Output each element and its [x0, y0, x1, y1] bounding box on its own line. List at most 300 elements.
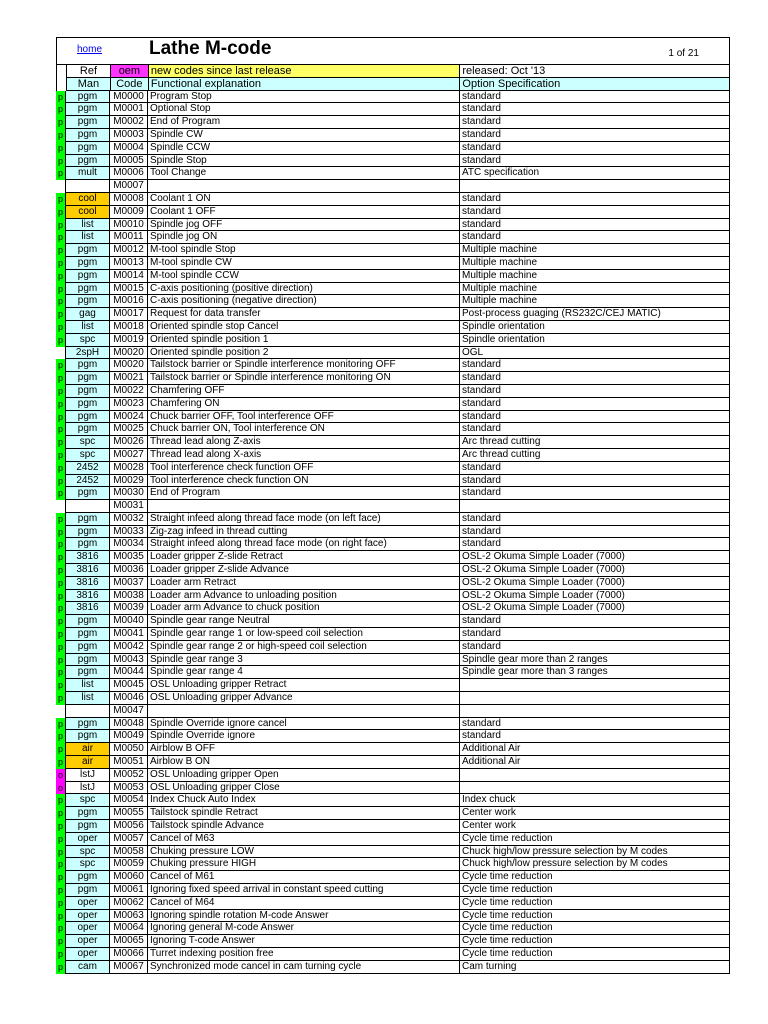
row-description: Tailstock barrier or Spindle interference monitoring OFF	[148, 359, 460, 372]
row-code: M0042	[110, 641, 148, 654]
row-man-ref: 3816	[66, 577, 110, 590]
row-flag: p	[56, 91, 66, 104]
table-row	[56, 666, 730, 679]
row-option: Additional Air	[460, 743, 730, 756]
row-man-ref: list	[66, 219, 110, 232]
row-man-ref: pgm	[66, 628, 110, 641]
table-row	[56, 193, 730, 206]
table-row	[56, 206, 730, 219]
row-man-ref	[66, 500, 110, 513]
row-man-ref: pgm	[66, 385, 110, 398]
released-date: released: Oct '13	[460, 65, 730, 78]
row-man-ref: pgm	[66, 91, 110, 104]
row-flag: o	[56, 769, 66, 782]
row-man-ref: oper	[66, 935, 110, 948]
row-description: Tailstock spindle Retract	[148, 807, 460, 820]
row-code: M0048	[110, 718, 148, 731]
row-option: standard	[460, 615, 730, 628]
row-code: M0051	[110, 756, 148, 769]
row-code: M0028	[110, 462, 148, 475]
row-code: M0063	[110, 910, 148, 923]
row-code: M0019	[110, 334, 148, 347]
row-flag: p	[56, 871, 66, 884]
row-description: Spindle gear range 1 or low-speed coil selection	[148, 628, 460, 641]
table-row	[56, 436, 730, 449]
row-description: Program Stop	[148, 91, 460, 104]
row-man-ref: pgm	[66, 372, 110, 385]
row-man-ref: list	[66, 231, 110, 244]
row-description: Spindle gear range 3	[148, 654, 460, 667]
row-option: standard	[460, 372, 730, 385]
table-row	[56, 231, 730, 244]
row-code: M0049	[110, 730, 148, 743]
table-row	[56, 180, 730, 193]
row-option: standard	[460, 219, 730, 232]
row-code: M0014	[110, 270, 148, 283]
table-row	[56, 641, 730, 654]
table-row	[56, 551, 730, 564]
row-code: M0039	[110, 602, 148, 615]
row-man-ref: 3816	[66, 602, 110, 615]
row-man-ref: pgm	[66, 884, 110, 897]
row-flag: p	[56, 654, 66, 667]
row-flag: p	[56, 961, 66, 974]
row-option: Multiple machine	[460, 244, 730, 257]
row-flag: o	[56, 782, 66, 795]
table-row	[56, 308, 730, 321]
row-man-ref: list	[66, 321, 110, 334]
row-option: Additional Air	[460, 756, 730, 769]
row-man-ref: pgm	[66, 513, 110, 526]
table-row	[56, 718, 730, 731]
row-man-ref: 2452	[66, 475, 110, 488]
row-code: M0005	[110, 155, 148, 168]
row-description: Tool interference check function OFF	[148, 462, 460, 475]
row-man-ref: lstJ	[66, 782, 110, 795]
row-man-ref: pgm	[66, 116, 110, 129]
row-description: Airblow B ON	[148, 756, 460, 769]
home-link[interactable]: home	[77, 44, 103, 55]
row-option: Multiple machine	[460, 283, 730, 296]
row-option: OSL-2 Okuma Simple Loader (7000)	[460, 590, 730, 603]
row-code: M0020	[110, 347, 148, 360]
row-description: Loader gripper Z-slide Advance	[148, 564, 460, 577]
row-description: Ignoring T-code Answer	[148, 935, 460, 948]
row-flag: p	[56, 372, 66, 385]
row-man-ref: spc	[66, 436, 110, 449]
row-flag: p	[56, 334, 66, 347]
row-code: M0057	[110, 833, 148, 846]
row-code: M0033	[110, 526, 148, 539]
row-option: standard	[460, 538, 730, 551]
row-flag: p	[56, 794, 66, 807]
row-option: standard	[460, 423, 730, 436]
row-description: Spindle jog OFF	[148, 219, 460, 232]
table-row	[56, 142, 730, 155]
row-description: C-axis positioning (positive direction)	[148, 283, 460, 296]
row-option: Cycle time reduction	[460, 910, 730, 923]
row-code: M0056	[110, 820, 148, 833]
row-option	[460, 679, 730, 692]
row-description: Loader arm Advance to unloading position	[148, 590, 460, 603]
row-code: M0026	[110, 436, 148, 449]
table-row	[56, 449, 730, 462]
table-row	[56, 577, 730, 590]
row-description: Loader gripper Z-slide Retract	[148, 551, 460, 564]
row-flag: p	[56, 321, 66, 334]
row-code: M0054	[110, 794, 148, 807]
row-option: standard	[460, 526, 730, 539]
row-option: standard	[460, 359, 730, 372]
row-option: Spindle orientation	[460, 334, 730, 347]
row-option: Multiple machine	[460, 295, 730, 308]
row-option: standard	[460, 462, 730, 475]
row-flag: p	[56, 283, 66, 296]
page-number: 1 of 21	[668, 48, 699, 59]
mcode-rows	[56, 91, 730, 974]
col-header-explanation: Functional explanation	[149, 78, 461, 91]
row-option	[460, 782, 730, 795]
row-man-ref: pgm	[66, 641, 110, 654]
table-row	[56, 270, 730, 283]
row-description: Spindle gear range 2 or high-speed coil selection	[148, 641, 460, 654]
table-row	[56, 219, 730, 232]
row-code: M0032	[110, 513, 148, 526]
row-man-ref: pgm	[66, 423, 110, 436]
row-description: Zig-zag infeed in thread cutting	[148, 526, 460, 539]
table-row	[56, 590, 730, 603]
row-description: Ignoring general M-code Answer	[148, 922, 460, 935]
row-option: OSL-2 Okuma Simple Loader (7000)	[460, 602, 730, 615]
row-description: Coolant 1 OFF	[148, 206, 460, 219]
row-option: standard	[460, 116, 730, 129]
row-description: Cancel of M64	[148, 897, 460, 910]
row-description: Ignoring fixed speed arrival in constant speed cutting	[148, 884, 460, 897]
table-row	[56, 884, 730, 897]
row-option: Post-process guaging (RS232C/CEJ MATIC)	[460, 308, 730, 321]
row-flag	[56, 347, 66, 360]
row-description: Ignoring spindle rotation M-code Answer	[148, 910, 460, 923]
row-code: M0060	[110, 871, 148, 884]
row-option: standard	[460, 155, 730, 168]
row-option: Multiple machine	[460, 257, 730, 270]
row-description: Straight infeed along thread face mode (on right face)	[148, 538, 460, 551]
row-description	[148, 180, 460, 193]
row-code: M0061	[110, 884, 148, 897]
row-option: standard	[460, 193, 730, 206]
table-row	[56, 730, 730, 743]
row-code: M0017	[110, 308, 148, 321]
row-flag: p	[56, 513, 66, 526]
row-flag: p	[56, 756, 66, 769]
row-code: M0035	[110, 551, 148, 564]
row-man-ref: oper	[66, 833, 110, 846]
row-flag: p	[56, 666, 66, 679]
row-code: M0062	[110, 897, 148, 910]
row-code: M0007	[110, 180, 148, 193]
row-option: Arc thread cutting	[460, 449, 730, 462]
row-man-ref: spc	[66, 846, 110, 859]
row-flag: p	[56, 526, 66, 539]
row-man-ref: list	[66, 692, 110, 705]
row-flag: p	[56, 564, 66, 577]
row-code: M0052	[110, 769, 148, 782]
row-description: Cancel of M61	[148, 871, 460, 884]
row-description: OSL Unloading gripper Close	[148, 782, 460, 795]
row-code: M0016	[110, 295, 148, 308]
row-description: Spindle jog ON	[148, 231, 460, 244]
row-description: Index Chuck Auto Index	[148, 794, 460, 807]
table-row	[56, 833, 730, 846]
row-description: Oriented spindle position 1	[148, 334, 460, 347]
row-man-ref: pgm	[66, 155, 110, 168]
table-row	[56, 116, 730, 129]
row-flag: p	[56, 155, 66, 168]
row-flag: p	[56, 103, 66, 116]
row-option: Cycle time reduction	[460, 935, 730, 948]
row-description: Chuck barrier ON, Tool interference ON	[148, 423, 460, 436]
row-man-ref: pgm	[66, 142, 110, 155]
row-flag: p	[56, 922, 66, 935]
row-option: standard	[460, 730, 730, 743]
row-man-ref: pgm	[66, 487, 110, 500]
row-man-ref	[66, 705, 110, 718]
table-row	[56, 615, 730, 628]
table-row	[56, 385, 730, 398]
row-man-ref: pgm	[66, 129, 110, 142]
row-man-ref: pgm	[66, 666, 110, 679]
row-option: Arc thread cutting	[460, 436, 730, 449]
row-option: standard	[460, 206, 730, 219]
row-description: OSL Unloading gripper Advance	[148, 692, 460, 705]
row-option: OSL-2 Okuma Simple Loader (7000)	[460, 577, 730, 590]
row-code: M0001	[110, 103, 148, 116]
row-option: standard	[460, 513, 730, 526]
row-flag: p	[56, 820, 66, 833]
row-flag: p	[56, 257, 66, 270]
row-code: M0064	[110, 922, 148, 935]
row-description: Tool Change	[148, 167, 460, 180]
row-option: Cycle time reduction	[460, 871, 730, 884]
sheet-header	[56, 37, 730, 64]
row-flag: p	[56, 423, 66, 436]
row-option: Cycle time reduction	[460, 884, 730, 897]
row-description: Optional Stop	[148, 103, 460, 116]
row-description: Spindle Stop	[148, 155, 460, 168]
row-code: M0038	[110, 590, 148, 603]
row-flag: p	[56, 884, 66, 897]
table-row	[56, 372, 730, 385]
row-code: M0004	[110, 142, 148, 155]
row-flag: p	[56, 359, 66, 372]
row-flag: p	[56, 833, 66, 846]
table-row	[56, 922, 730, 935]
table-row	[56, 961, 730, 974]
table-row	[56, 423, 730, 436]
row-code: M0010	[110, 219, 148, 232]
row-flag: p	[56, 897, 66, 910]
row-description: Oriented spindle stop Cancel	[148, 321, 460, 334]
row-flag: p	[56, 398, 66, 411]
table-row	[56, 692, 730, 705]
row-flag: p	[56, 910, 66, 923]
row-flag: p	[56, 743, 66, 756]
table-row	[56, 347, 730, 360]
row-description: Tailstock spindle Advance	[148, 820, 460, 833]
row-man-ref: air	[66, 756, 110, 769]
row-description: M-tool spindle Stop	[148, 244, 460, 257]
row-option: Cycle time reduction	[460, 948, 730, 961]
row-option: Spindle orientation	[460, 321, 730, 334]
table-row	[56, 359, 730, 372]
col-header-option: Option Specification	[460, 78, 730, 91]
row-flag: p	[56, 948, 66, 961]
row-option: OSL-2 Okuma Simple Loader (7000)	[460, 564, 730, 577]
row-code: M0037	[110, 577, 148, 590]
row-flag: p	[56, 487, 66, 500]
row-code: M0002	[110, 116, 148, 129]
row-man-ref: air	[66, 743, 110, 756]
row-option: Center work	[460, 807, 730, 820]
row-flag: p	[56, 577, 66, 590]
row-description: M-tool spindle CW	[148, 257, 460, 270]
oem-badge: oem	[111, 65, 149, 78]
table-row	[56, 705, 730, 718]
row-option: standard	[460, 231, 730, 244]
table-row	[56, 858, 730, 871]
row-option: Cycle time reduction	[460, 833, 730, 846]
row-description: Oriented spindle position 2	[148, 347, 460, 360]
row-description: Loader arm Retract	[148, 577, 460, 590]
row-option: Spindle gear more than 3 ranges	[460, 666, 730, 679]
table-row	[56, 564, 730, 577]
row-code: M0067	[110, 961, 148, 974]
row-option: Cycle time reduction	[460, 897, 730, 910]
legend-flag-cell	[57, 65, 67, 78]
row-code: M0043	[110, 654, 148, 667]
row-man-ref: oper	[66, 948, 110, 961]
row-description: Spindle gear range Neutral	[148, 615, 460, 628]
row-flag: p	[56, 718, 66, 731]
row-description: Tool interference check function ON	[148, 475, 460, 488]
row-code: M0058	[110, 846, 148, 859]
row-man-ref: cool	[66, 193, 110, 206]
row-man-ref: lstJ	[66, 769, 110, 782]
row-description: Airblow B OFF	[148, 743, 460, 756]
page-title: Lathe M-code	[149, 38, 272, 59]
row-description: Spindle CW	[148, 129, 460, 142]
row-description: Chamfering OFF	[148, 385, 460, 398]
row-code: M0031	[110, 500, 148, 513]
row-option: standard	[460, 103, 730, 116]
table-row	[56, 103, 730, 116]
row-code: M0024	[110, 411, 148, 424]
table-row	[56, 155, 730, 168]
table-row	[56, 794, 730, 807]
row-man-ref: pgm	[66, 538, 110, 551]
table-row	[56, 846, 730, 859]
row-code: M0006	[110, 167, 148, 180]
table-row	[56, 129, 730, 142]
row-description: Chuking pressure LOW	[148, 846, 460, 859]
row-option: Cycle time reduction	[460, 922, 730, 935]
table-row	[56, 538, 730, 551]
row-description: Thread lead along X-axis	[148, 449, 460, 462]
row-description: Thread lead along Z-axis	[148, 436, 460, 449]
row-flag: p	[56, 270, 66, 283]
row-man-ref: pgm	[66, 615, 110, 628]
table-row	[56, 526, 730, 539]
row-man-ref: oper	[66, 922, 110, 935]
row-description: OSL Unloading gripper Open	[148, 769, 460, 782]
row-description: Spindle Override ignore	[148, 730, 460, 743]
table-row	[56, 321, 730, 334]
row-code: M0021	[110, 372, 148, 385]
row-option: standard	[460, 475, 730, 488]
row-code: M0000	[110, 91, 148, 104]
table-row	[56, 910, 730, 923]
row-flag: p	[56, 551, 66, 564]
table-row	[56, 897, 730, 910]
row-flag: p	[56, 193, 66, 206]
row-description: Request for data transfer	[148, 308, 460, 321]
row-description: Spindle CCW	[148, 142, 460, 155]
row-man-ref: pgm	[66, 730, 110, 743]
table-row	[56, 91, 730, 104]
row-man-ref: 2452	[66, 462, 110, 475]
row-flag: p	[56, 116, 66, 129]
table-row	[56, 820, 730, 833]
row-code: M0018	[110, 321, 148, 334]
mcode-sheet	[56, 37, 730, 974]
row-man-ref: 3816	[66, 564, 110, 577]
row-code: M0036	[110, 564, 148, 577]
row-code: M0008	[110, 193, 148, 206]
row-option: standard	[460, 385, 730, 398]
table-row	[56, 756, 730, 769]
table-row	[56, 500, 730, 513]
row-man-ref: cam	[66, 961, 110, 974]
row-description: C-axis positioning (negative direction)	[148, 295, 460, 308]
row-man-ref: oper	[66, 897, 110, 910]
row-flag: p	[56, 846, 66, 859]
row-option	[460, 180, 730, 193]
new-codes-note: new codes since last release	[149, 65, 461, 78]
row-flag: p	[56, 295, 66, 308]
row-code: M0029	[110, 475, 148, 488]
row-code: M0047	[110, 705, 148, 718]
row-code: M0059	[110, 858, 148, 871]
row-man-ref: spc	[66, 858, 110, 871]
row-description: Turret indexing position free	[148, 948, 460, 961]
row-option: OSL-2 Okuma Simple Loader (7000)	[460, 551, 730, 564]
row-flag: p	[56, 142, 66, 155]
row-man-ref: oper	[66, 910, 110, 923]
row-description: Loader arm Advance to chuck position	[148, 602, 460, 615]
table-row	[56, 398, 730, 411]
row-flag: p	[56, 244, 66, 257]
row-flag: p	[56, 641, 66, 654]
row-man-ref: pgm	[66, 820, 110, 833]
row-code: M0025	[110, 423, 148, 436]
row-flag: p	[56, 206, 66, 219]
row-flag: p	[56, 935, 66, 948]
table-row	[56, 167, 730, 180]
row-code: M0012	[110, 244, 148, 257]
row-code: M0055	[110, 807, 148, 820]
row-code: M0015	[110, 283, 148, 296]
row-flag: p	[56, 679, 66, 692]
